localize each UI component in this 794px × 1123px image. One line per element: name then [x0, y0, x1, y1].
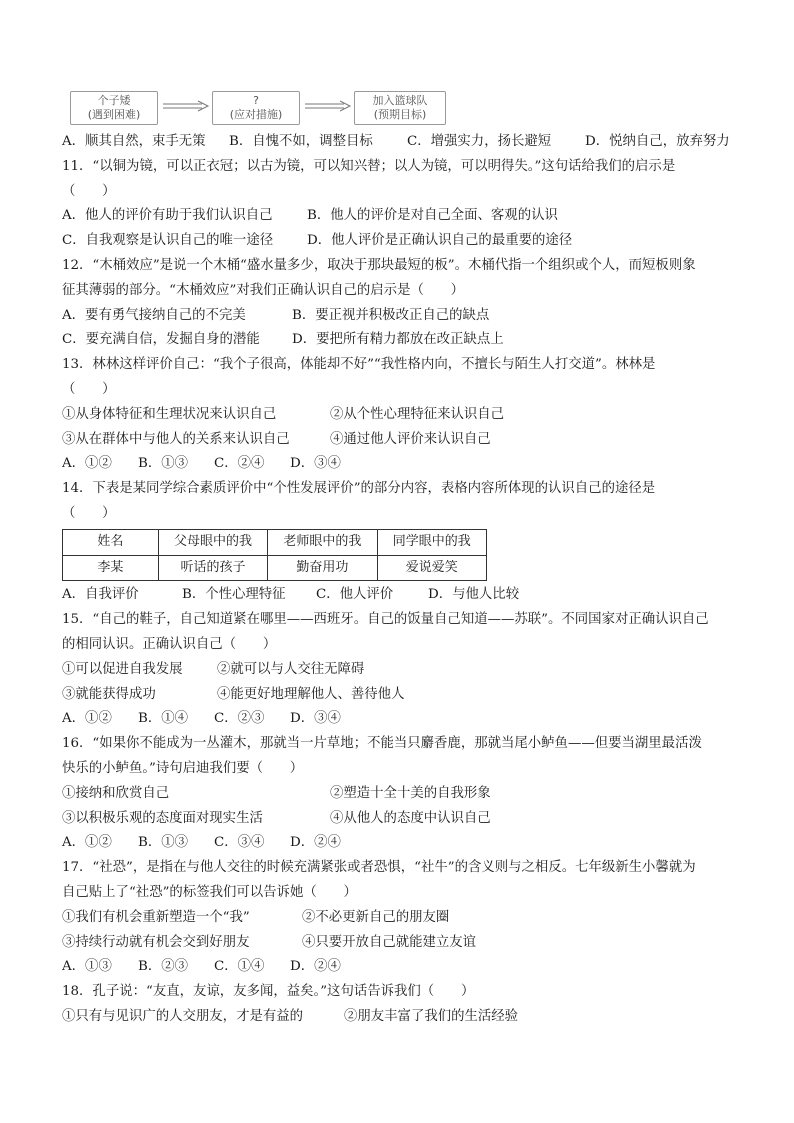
option-a[interactable]: A．顺其自然，束手无策: [62, 134, 206, 149]
flow-box-bottom: (遇到困难): [87, 108, 141, 121]
q12-options-row2: [62, 328, 734, 353]
option-c[interactable]: C．要充满自信，发掘自身的潜能: [62, 332, 260, 348]
q11-stem: 11．“以铜为镜，可以正衣冠；以古为镜，可以知兴替；以人为镜，可以明得失。”这句话给我们的启示是: [62, 158, 676, 174]
statement-1: ①可以促进自我发展: [62, 661, 183, 677]
q17-stem-line2: 自己贴上了“社恐”的标签我们可以告诉她（ ）: [62, 884, 357, 900]
q13-answer-paren: （ ）: [62, 381, 116, 397]
q16-items-row2: [62, 807, 734, 832]
flow-box-top: ?: [253, 94, 259, 107]
flow-box-measures: [212, 91, 300, 125]
flow-box-bottom: (预期目标): [373, 108, 427, 121]
q11-options-row1: [62, 204, 734, 229]
statement-3: ③以积极乐观的态度面对现实生活: [62, 810, 263, 826]
option-d[interactable]: D．他人评价是正确认识自己的最重要的途径: [307, 233, 573, 249]
q12-stem-line1: 12．“木桶效应”是说一个木桶“盛水量多少，取决于那块最短的板”。木桶代指一个组织或个人，而短板则象: [62, 257, 696, 273]
statement-1: ①我们有机会重新塑造一个“我”: [62, 909, 250, 925]
flow-box-goal: [354, 91, 446, 125]
option-d[interactable]: D．与他人比较: [428, 587, 520, 603]
table-cell: 姓名: [63, 529, 159, 555]
q14-stem: 14．下表是某同学综合素质评价中“个性发展评价”的部分内容，表格内容所体现的认识自己的途径是: [62, 481, 656, 497]
table-row: [63, 555, 487, 581]
q10-options: [62, 130, 734, 155]
statement-2: ②塑造十全十美的自我形象: [330, 785, 491, 801]
statement-4: ④能更好地理解他人、善待他人: [217, 686, 405, 702]
flow-box-top: 加入篮球队: [372, 94, 428, 107]
q17-stem-line1: 17．“社恐”，是指在与他人交往的时候充满紧张或者恐惧，“社牛”的含义则与之相反。七年级新生小馨就为: [62, 860, 696, 876]
q16-stem-line2: 快乐的小鲈鱼。”诗句启迪我们要（ ）: [62, 760, 304, 776]
option-a[interactable]: A．他人的评价有助于我们认识自己: [62, 208, 273, 224]
statement-3: ③持续行动就有机会交到好朋友: [62, 934, 250, 950]
q16-items-row1: [62, 782, 734, 807]
table-cell: 听话的孩子: [158, 555, 267, 581]
option-a[interactable]: A．①②: [62, 711, 112, 727]
table-cell: 勤奋用功: [268, 555, 377, 581]
statement-2: ②不必更新自己的朋友圈: [302, 909, 450, 925]
option-d[interactable]: D．②④: [290, 835, 341, 851]
statement-2: ②就可以与人交往无障碍: [217, 661, 365, 677]
statement-1: ①从身体特征和生理状况来认识自己: [62, 406, 277, 422]
statement-3: ③就能获得成功: [62, 686, 156, 702]
option-c[interactable]: C．①④: [214, 959, 265, 975]
q18-stem: 18．孔子说：“友直，友谅，友多闻，益矣。”这句话告诉我们（ ）: [62, 984, 475, 1000]
statement-2: ②从个性心理特征来认识自己: [330, 406, 505, 422]
option-d[interactable]: D．要把所有精力都放在改正缺点上: [292, 332, 504, 348]
arrow-right-icon: [162, 100, 210, 114]
option-a[interactable]: A．要有勇气接纳自己的不完美: [62, 307, 246, 323]
q14-answer-paren: （ ）: [62, 505, 116, 521]
option-c[interactable]: C．他人评价: [316, 587, 394, 603]
option-c[interactable]: C．增强实力，扬长避短: [407, 134, 552, 149]
option-d[interactable]: D．③④: [290, 711, 341, 727]
option-a[interactable]: A．①③: [62, 959, 112, 975]
q15-stem-line2: 的相同认识。正确认识自己（ ）: [62, 636, 277, 652]
q12-stem-line2: 征其薄弱的部分。“木桶效应”对我们正确认识自己的启示是（ ）: [62, 282, 465, 298]
table-cell: 老师眼中的我: [268, 529, 377, 555]
option-c[interactable]: C．③④: [214, 835, 265, 851]
option-b[interactable]: B．①④: [138, 711, 189, 727]
q17-items-row1: [62, 906, 734, 931]
table-header-row: [63, 529, 487, 555]
statement-4: ④通过他人评价来认识自己: [330, 431, 491, 447]
q15-options: [62, 707, 734, 732]
statement-4: ④只要开放自己就能建立友谊: [302, 934, 477, 950]
table-cell: 同学眼中的我: [377, 529, 486, 555]
q13-stem: 13．林林这样评价自己：“我个子很高，体能却不好”“我性格内向，不擅长与陌生人打交道”。林林是: [62, 357, 656, 373]
option-a[interactable]: A．①②: [62, 835, 112, 851]
option-c[interactable]: C．②③: [214, 711, 265, 727]
statement-1: ①接纳和欣赏自己: [62, 785, 170, 801]
option-b[interactable]: B．要正视并积极改正自己的缺点: [292, 307, 490, 323]
flow-box-bottom: (应对措施): [229, 108, 283, 121]
arrow-right-icon: [304, 100, 352, 114]
q17-items-row2: [62, 931, 734, 956]
statement-2: ②朋友丰富了我们的生活经验: [344, 1008, 519, 1024]
q13-items-row1: [62, 403, 734, 428]
option-a[interactable]: A．①②: [62, 456, 112, 472]
q14-options: [62, 583, 734, 608]
option-d[interactable]: D．③④: [290, 456, 341, 472]
option-d[interactable]: D．②④: [290, 959, 341, 975]
q13-options: [62, 452, 734, 477]
q12-options-row1: [62, 304, 734, 329]
q15-stem-line1: 15．“自己的鞋子，自己知道紧在哪里——西班牙。自己的饭量自己知道——苏联”。不同国家对正确认识自己: [62, 612, 709, 628]
option-d[interactable]: D．悦纳自己，放弃努力: [585, 134, 730, 149]
table-cell: 父母眼中的我: [158, 529, 267, 555]
option-b[interactable]: B．②③: [138, 959, 189, 975]
q18-items-row1: [62, 1005, 734, 1030]
evaluation-table: [62, 529, 487, 582]
q16-stem-line1: 16．“如果你不能成为一丛灌木，那就当一片草地；不能当只麝香鹿，那就当尾小鲈鱼——但要当湖里最活泼: [62, 736, 702, 752]
option-b[interactable]: B．自愧不如，调整目标: [229, 134, 373, 149]
q17-options: [62, 955, 734, 980]
table-cell: 爱说爱笑: [377, 555, 486, 581]
q11-options-row2: [62, 229, 734, 254]
option-b[interactable]: B．个性心理特征: [182, 587, 286, 603]
statement-3: ③从在群体中与他人的关系来认识自己: [62, 431, 290, 447]
question-list: [62, 130, 734, 1030]
option-c[interactable]: C．自我观察是认识自己的唯一途径: [62, 233, 274, 249]
q11-answer-paren: （ ）: [62, 183, 116, 199]
option-a[interactable]: A．自我评价: [62, 587, 139, 603]
q15-items-row2: [62, 683, 734, 708]
table-cell: 李某: [63, 555, 159, 581]
statement-4: ④从他人的态度中认识自己: [330, 810, 491, 826]
flow-box-difficulty: [70, 91, 158, 125]
option-b[interactable]: B．他人的评价是对自己全面、客观的认识: [307, 208, 558, 224]
q15-items-row1: [62, 658, 734, 683]
option-b[interactable]: B．①③: [138, 835, 189, 851]
option-b[interactable]: B．①③: [138, 456, 189, 472]
statement-1: ①只有与见识广的人交朋友，才是有益的: [62, 1008, 304, 1024]
q16-options: [62, 831, 734, 856]
q13-items-row2: [62, 428, 734, 453]
option-c[interactable]: C．②④: [214, 456, 265, 472]
flow-box-top: 个子矮: [97, 94, 131, 107]
